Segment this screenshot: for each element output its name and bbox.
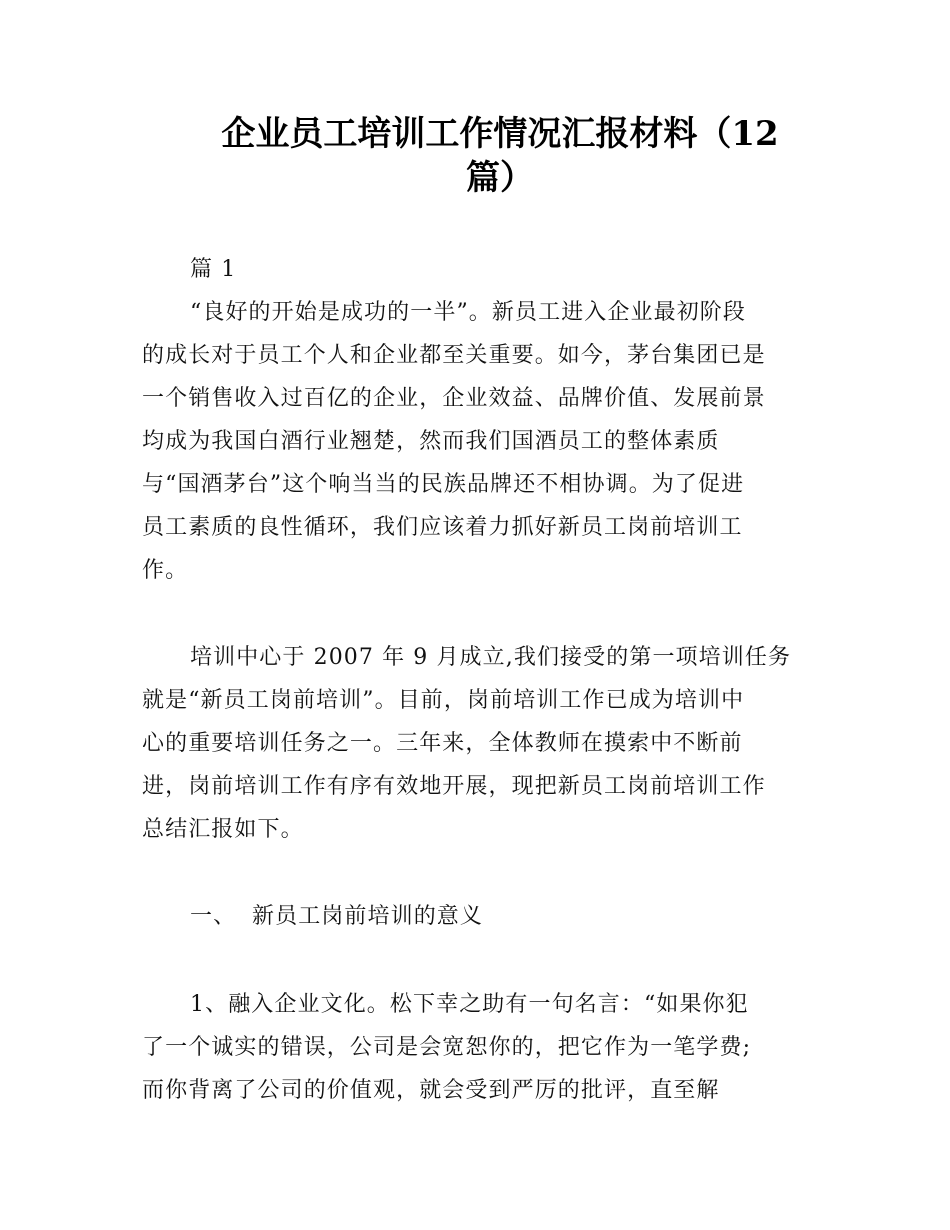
paragraph-1-line-2: 的成长对于员工个人和企业都至关重要。如今，茅台集团已是 [142, 343, 766, 368]
section-label: 篇 1 [190, 257, 237, 282]
paragraph-2-line-5: 总结汇报如下。 [142, 817, 304, 842]
paragraph-3-line-2: 了一个诚实的错误，公司是会宽恕你的，把它作为一笔学费; [142, 1035, 752, 1060]
paragraph-1-line-6: 员工素质的良性循环，我们应该着力抓好新员工岗前培训工 [142, 515, 743, 540]
paragraph-2-line-2: 就是“新员工岗前培训”。目前，岗前培训工作已成为培训中 [142, 688, 745, 713]
paragraph-1-line-7: 作。 [142, 558, 189, 583]
paragraph-2-line-3: 心的重要培训任务之一。三年来，全体教师在摸索中不断前 [142, 731, 743, 756]
paragraph-1-line-5: 与“国酒茅台”这个响当当的民族品牌还不相协调。为了促进 [142, 472, 745, 497]
document-title [190, 112, 810, 200]
paragraph-1-line-4: 均成为我国白酒行业翘楚，然而我们国酒员工的整体素质 [142, 429, 720, 454]
section-heading-text: 新员工岗前培训的意义 [252, 904, 484, 929]
paragraph-2-line-4: 进，岗前培训工作有序有效地开展，现把新员工岗前培训工作 [142, 774, 766, 799]
section-heading-number: 一、 [190, 904, 237, 929]
paragraph-3-line-1: 1、融入企业文化。松下幸之助有一句名言：“如果你犯 [190, 992, 749, 1017]
paragraph-1-line-3: 一个销售收入过百亿的企业，企业效益、品牌价值、发展前景 [142, 386, 766, 411]
title-line-2: 篇） [466, 158, 534, 198]
section-heading-1 [190, 902, 483, 932]
paragraph-2-line-1: 培训中心于 2007 年 9 月成立,我们接受的第一项培训任务 [190, 645, 792, 670]
title-line-1: 企业员工培训工作情况汇报材料（12 [221, 114, 779, 154]
paragraph-3-line-3: 而你背离了公司的价值观，就会受到严厉的批评，直至解 [142, 1078, 720, 1103]
paragraph-1-line-1: “良好的开始是成功的一半”。新员工进入企业最初阶段 [190, 300, 746, 325]
